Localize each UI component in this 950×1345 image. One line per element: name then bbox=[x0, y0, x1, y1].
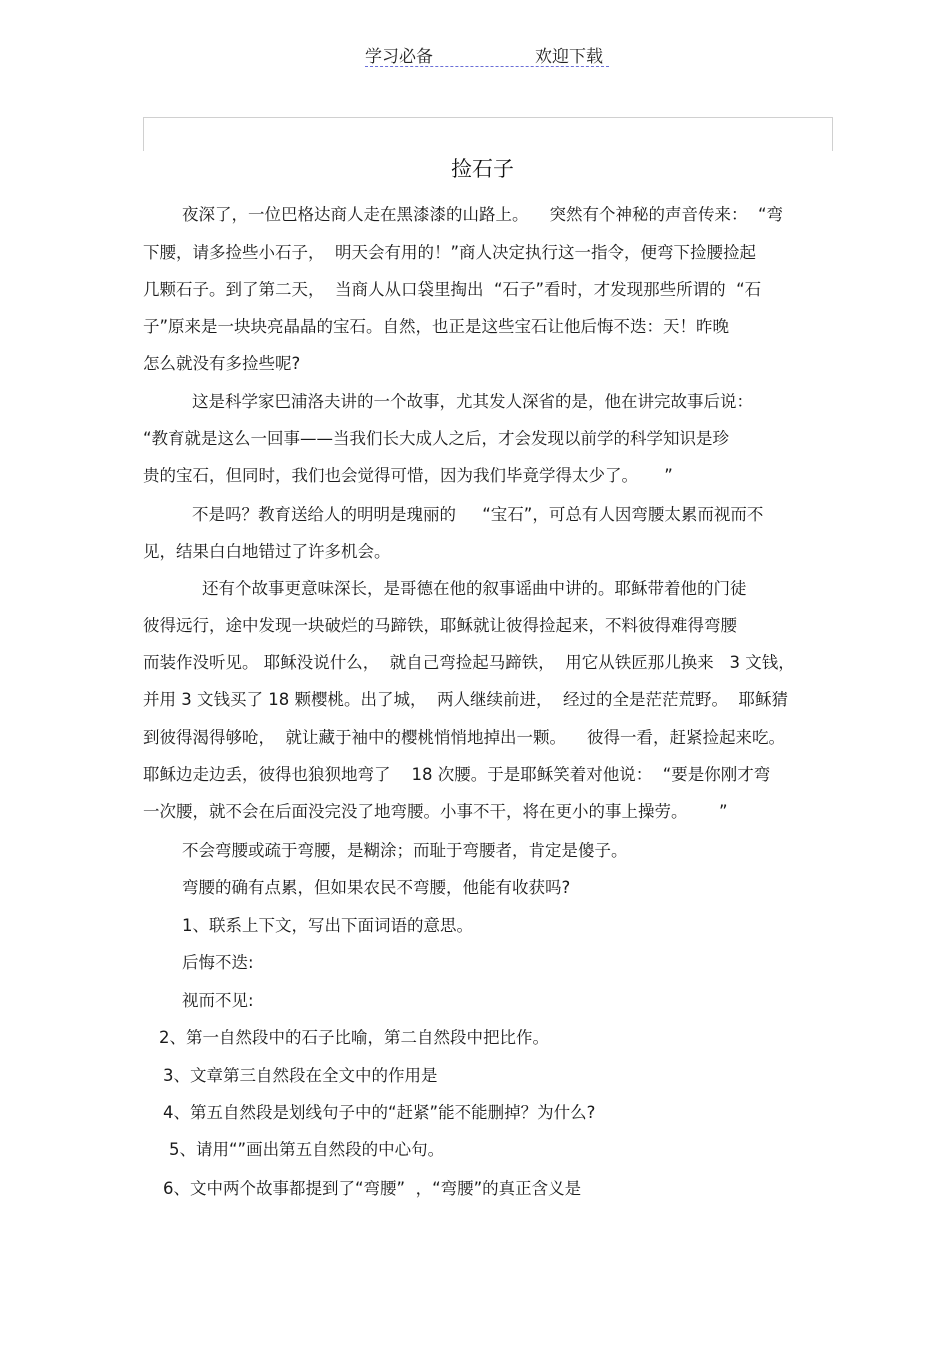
body-line: 不是吗？教育送给人的明明是瑰丽的 “宝石”，可总有人因弯腰太累而视而不 bbox=[192, 505, 764, 524]
body-line: 下腰，请多捡些小石子， 明天会有用的！”商人决定执行这一指令，便弯下捡腰捡起 bbox=[143, 243, 757, 262]
body-line: 弯腰的确有点累，但如果农民不弯腰，他能有收获吗? bbox=[182, 878, 571, 897]
body-line: 彼得远行，途中发现一块破烂的马蹄铁，耶稣就让彼得捡起来，不料彼得难得弯腰 bbox=[143, 616, 737, 635]
header-right-text: 欢迎下载 bbox=[535, 47, 603, 67]
question-6: 6、文中两个故事都提到了“弯腰” ，“弯腰”的真正含义是 bbox=[163, 1179, 582, 1198]
question-4: 4、第五自然段是划线句子中的“赶紧”能不能删掉？为什么? bbox=[163, 1103, 596, 1122]
body-line: 这是科学家巴浦洛夫讲的一个故事，尤其发人深省的是，他在讲完故事后说： bbox=[192, 392, 753, 411]
body-line: 怎么就没有多捡些呢? bbox=[143, 354, 301, 373]
body-line: 一次腰，就不会在后面没完没了地弯腰。小事不干，将在更小的事上操劳。 ” bbox=[143, 802, 728, 821]
question-5: 5、请用“”画出第五自然段的中心句。 bbox=[169, 1140, 445, 1159]
question-1: 1、联系上下文，写出下面词语的意思。 bbox=[182, 916, 473, 935]
body-line: “教育就是这么一回事——当我们长大成人之后，才会发现以前学的科学知识是珍 bbox=[143, 429, 730, 448]
body-line: 耶稣边走边丢，彼得也狼狈地弯了 18 次腰。于是耶稣笑着对他说： “要是你刚才弯 bbox=[143, 765, 771, 784]
body-line: 到彼得渴得够呛， 就让藏于袖中的樱桃悄悄地掉出一颗。 彼得一看，赶紧捡起来吃。 bbox=[143, 728, 785, 747]
body-line: 几颗石子。到了第二天， 当商人从口袋里掏出 “石子”看时，才发现那些所谓的 “石 bbox=[143, 280, 762, 299]
body-line: 贵的宝石，但同时，我们也会觉得可惜，因为我们毕竟学得太少了。 ” bbox=[143, 466, 673, 485]
document-title: 捡石子 bbox=[451, 157, 514, 181]
header-left-text: 学习必备 bbox=[365, 47, 433, 67]
body-line: 子”原来是一块块亮晶晶的宝石。自然，也正是这些宝石让他后悔不迭：天！昨晚 bbox=[143, 317, 730, 336]
body-line: 还有个故事更意味深长，是哥德在他的叙事谣曲中讲的。耶稣带着他的门徒 bbox=[202, 579, 747, 598]
body-line: 并用 3 文钱买了 18 颗樱桃。出了城， 两人继续前进， 经过的全是茫茫荒野。 耶稣猜 bbox=[143, 690, 788, 709]
question-1-term-1: 后悔不迭: bbox=[182, 953, 254, 972]
body-line: 夜深了，一位巴格达商人走在黑漆漆的山路上。 突然有个神秘的声音传来： “弯 bbox=[182, 205, 784, 224]
page-header bbox=[365, 40, 609, 67]
text-frame-top bbox=[143, 117, 833, 151]
question-3: 3、文章第三自然段在全文中的作用是 bbox=[163, 1066, 438, 1085]
question-2: 2、第一自然段中的石子比喻，第二自然段中把比作。 bbox=[159, 1028, 549, 1047]
question-1-term-2: 视而不见: bbox=[182, 991, 254, 1010]
body-line: 不会弯腰或疏于弯腰，是糊涂；而耻于弯腰者，肯定是傻子。 bbox=[182, 841, 628, 860]
body-line: 而装作没听见。 耶稣没说什么， 就自己弯捡起马蹄铁， 用它从铁匠那儿换来 3 文钱， bbox=[143, 653, 795, 672]
body-line: 见，结果白白地错过了许多机会。 bbox=[143, 542, 391, 561]
